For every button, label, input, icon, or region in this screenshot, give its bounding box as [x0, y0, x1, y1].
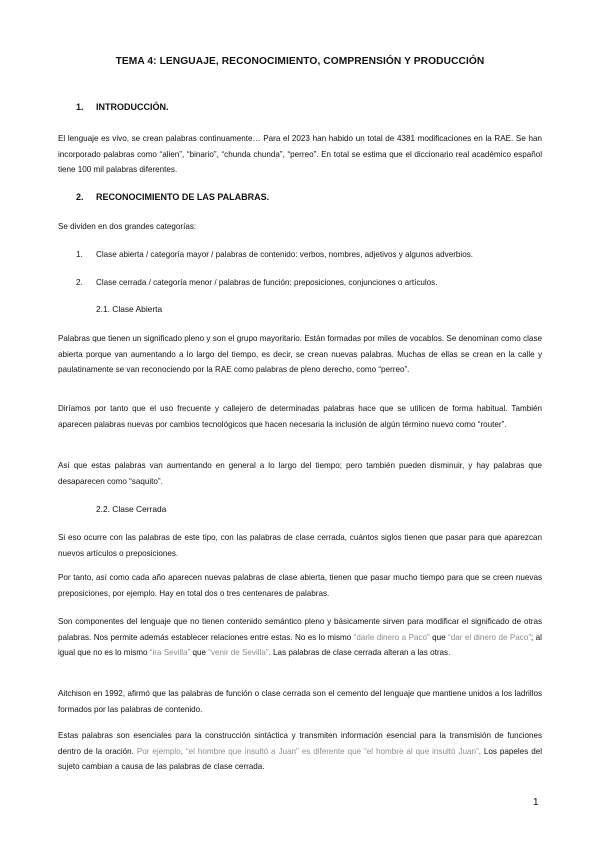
abierta-paragraph-1: Palabras que tienen un significado pleno y son el grupo mayoritario. Están formadas por miles de vocablos. Se denominan como clase abierta porque van aumentando a lo largo del tiempo, es decir, se crean nuevas palabras. Muchas de ellas se crean en la calle y paulatinamente se van reconociendo por la RAE como palabras de pleno derecho, como “perreo”.: [58, 334, 542, 375]
categories-intro: Se dividen en dos grandes categorías:: [58, 222, 197, 231]
cerrada-paragraph-3: [58, 614, 542, 661]
list-item: [76, 275, 546, 291]
example-quote: Por ejemplo, “el hombre que insultó a Juan” es diferente que “el hombre al que insultó Juan”: [136, 746, 479, 756]
section-2-heading: [76, 190, 269, 206]
section-1-heading: [76, 100, 169, 116]
page-number: 1: [533, 797, 539, 808]
cerrada-paragraph-1: Si eso ocurre con las palabras de este tipo, con las palabras de clase cerrada, cuántos siglos tienen que pasar para que aparezcan nuevos artículos o preposiciones.: [58, 533, 542, 558]
list-item-text: Clase cerrada / categoría menor / palabras de función: preposiciones, conjunciones o artículos.: [96, 278, 438, 287]
subsection-2-1-title: 2.1. Clase Abierta: [96, 304, 163, 314]
section-1-title: INTRODUCCIÓN.: [96, 102, 169, 112]
list-item-number: 2.: [76, 278, 83, 287]
cerrada-paragraph-2: Por tanto, así como cada año aparecen nuevas palabras de clase abierta, tienen que pasar mucho tiempo para que se creen nuevas preposiciones, por ejemplo. Hay en total dos o tres centenares de palabras.: [58, 573, 542, 598]
paragraph-text: . Los papeles del sujeto cambian a causa de las palabras de clase cerrada.: [58, 746, 543, 772]
paragraph-text: . Las palabras de clase cerrada alteran a las otras.: [268, 648, 451, 658]
paragraph-text: que: [190, 648, 209, 658]
subsection-2-2-title: 2.2. Clase Cerrada: [96, 504, 167, 514]
example-quote: “venir de Sevilla”: [208, 648, 269, 658]
list-item-text: Clase abierta / categoría mayor / palabras de contenido: verbos, nombres, adjetivos y algunos adverbios.: [96, 250, 474, 259]
list-item: [76, 247, 546, 263]
example-quote: “darle dinero a Paco”: [353, 632, 430, 642]
section-2-title: RECONOCIMIENTO DE LAS PALABRAS.: [96, 192, 270, 202]
paragraph-text: ; al igual que no es lo mismo: [58, 632, 542, 658]
section-2-number: 2.: [76, 192, 84, 202]
cerrada-paragraph-4: Aitchison en 1992, afirmó que las palabras de función o clase cerrada son el cemento del lenguaje que mantiene unidos a los ladrillos formados por las palabras de contenido.: [58, 689, 542, 714]
paragraph-text: Estas palabras son esenciales para la construcción sintáctica y transmiten información esencial para la transmisión de funciones dentro de la oración.: [58, 731, 542, 756]
example-quote: “ira Sevilla”: [149, 648, 191, 658]
abierta-paragraph-3: Así que estas palabras van aumentando en general a lo largo del tiempo; pero también pueden disminuir, y hay palabras que desaparecen como “saquito”.: [58, 461, 542, 486]
list-item-number: 1.: [76, 250, 83, 259]
document-title: TEMA 4: LENGUAJE, RECONOCIMIENTO, COMPRENSIÓN Y PRODUCCIÓN: [115, 56, 485, 67]
paragraph-text: Son componentes del lenguaje que no tienen contenido semántico pleno y básicamente sirven para modificar el significado de otras palabras. Nos permite además establecer relaciones entre estas. No es lo mismo: [58, 617, 542, 642]
cerrada-paragraph-5: [58, 728, 542, 775]
abierta-paragraph-2: Diríamos por tanto que el uso frecuente y callejero de determinadas palabras hace que se utilicen de forma habitual. También aparecen palabras nuevas por cambios tecnológicos que hacen necesaria la inclusión de algún término nuevo como “router”.: [58, 404, 542, 429]
example-quote: “dar el dinero de Paco”: [448, 632, 532, 642]
section-1-number: 1.: [76, 102, 84, 112]
paragraph-text: que: [429, 632, 449, 642]
intro-paragraph: El lenguaje es vivo, se crean palabras continuamente… Para el 2023 han habido un total de 4381 modificaciones en la RAE. Se han incorporado palabras como “alien”, “binario”, “chunda chunda”, “perreo”. En total se estima que el diccionario real académico español tiene 100 mil palabras diferentes.: [58, 134, 542, 175]
